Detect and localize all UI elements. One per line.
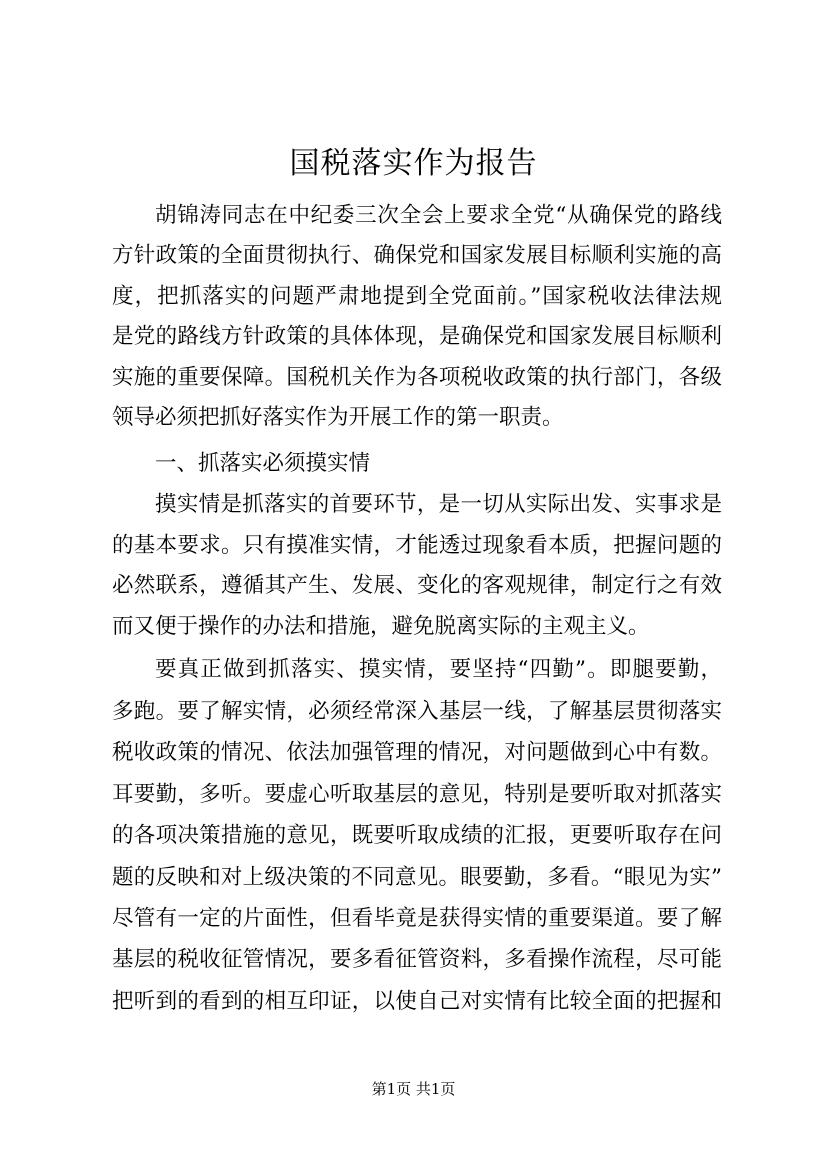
body-line: 把听到的看到的相互印证，以使自己对实情有比较全面的把握和 (112, 989, 722, 1014)
body-line: 要真正做到抓落实、摸实情，要坚持“四勤”。即腿要勤， (155, 657, 722, 682)
body-line: 度，把抓落实的问题严肃地提到全党面前。”国家税收法律法规 (112, 284, 722, 309)
body-line: 的各项决策措施的意见，既要听取成绩的汇报，更要听取存在问 (112, 823, 722, 848)
body-line: 必然联系，遵循其产生、发展、变化的客观规律，制定行之有效 (112, 573, 722, 598)
body-line: 摸实情是抓落实的首要环节，是一切从实际出发、实事求是 (155, 492, 722, 517)
body-line: 领导必须把抓好落实作为开展工作的第一职责。 (112, 405, 564, 430)
section-heading: 一、抓落实必须摸实情 (155, 451, 371, 476)
body-line: 方针政策的全面贯彻执行、确保党和国家发展目标顺利实施的高 (112, 243, 722, 268)
body-line: 是党的路线方针政策的具体体现，是确保党和国家发展目标顺利 (112, 324, 722, 349)
body-line: 基层的税收征管情况，要多看征管资料，多看操作流程，尽可能 (112, 947, 722, 972)
body-line: 耳要勤，多听。要虚心听取基层的意见，特别是要听取对抓落实 (112, 782, 722, 807)
body-line: 题的反映和对上级决策的不同意见。眼要勤，多看。“眼见为实” (112, 865, 722, 890)
body-line: 税收政策的情况、依法加强管理的情况，对问题做到心中有数。 (112, 740, 722, 765)
body-line: 的基本要求。只有摸准实情，才能透过现象看本质，把握问题的 (112, 533, 722, 558)
body-line: 而又便于操作的办法和措施，避免脱离实际的主观主义。 (112, 614, 650, 639)
body-line: 实施的重要保障。国税机关作为各项税收政策的执行部门，各级 (112, 365, 722, 390)
body-line: 胡锦涛同志在中纪委三次全会上要求全党“从确保党的路线 (155, 203, 722, 228)
document-title: 国税落实作为报告 (289, 146, 538, 181)
page-footer: 第1页 共1页 (371, 1080, 456, 1098)
body-line: 尽管有一定的片面性，但看毕竟是获得实情的重要渠道。要了解 (112, 906, 722, 931)
body-line: 多跑。要了解实情，必须经常深入基层一线，了解基层贯彻落实 (112, 699, 722, 724)
